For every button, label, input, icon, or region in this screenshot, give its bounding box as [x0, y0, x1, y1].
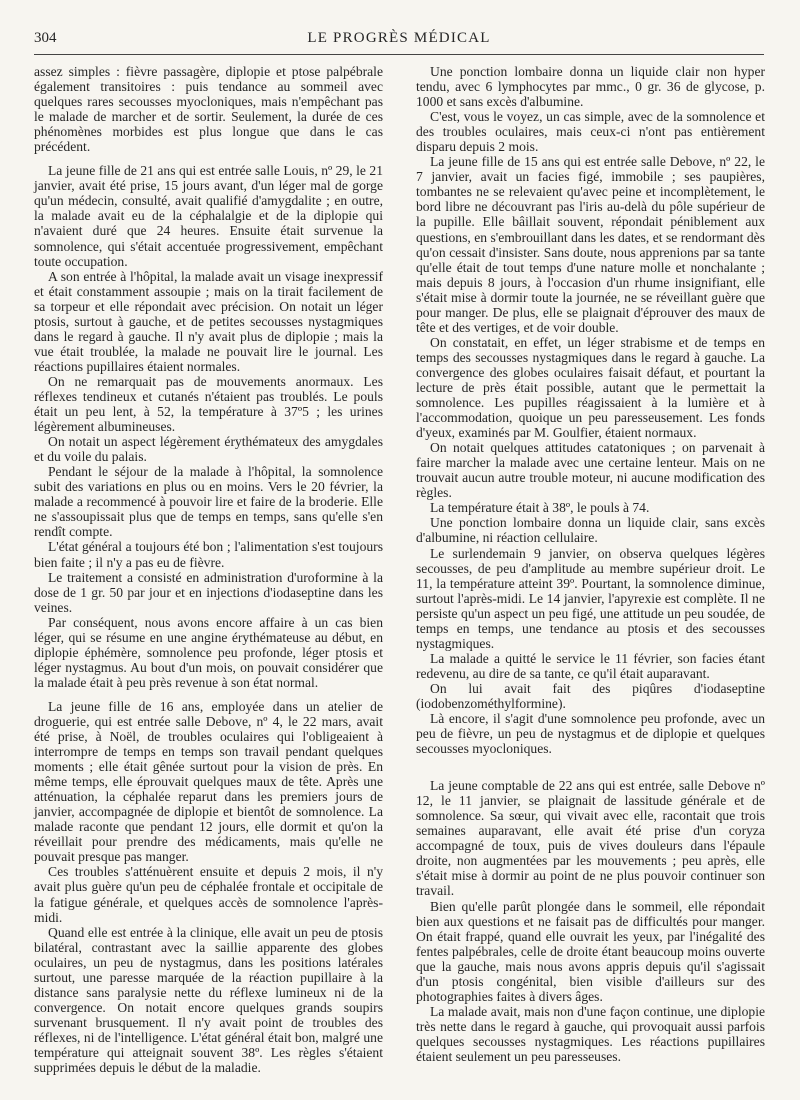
paragraph: La jeune comptable de 22 ans qui est entrée, salle Debove nº 12, le 11 janvier, se plaignait de lassitude générale et de somnolence. Sa sœur, qui vivait avec elle, racontait que trois semaines auparavant, elle avait été prise d'un coryza accompagné de toux, puis de vives douleurs dans l'épaule droite, non augmentées par les mouvements ; peu après, elle s'était mise à dormir au point de ne plus pouvoir continuer son travail.	[416, 778, 765, 899]
journal-title: LE PROGRÈS MÉDICAL	[307, 30, 491, 46]
paragraph: A son entrée à l'hôpital, la malade avait un visage inexpressif et était constamment assoupie ; mais on la tirait facilement de sa torpeur et elle répondait avec précision. On notait un léger ptosis, surtout à gauche, et de petites secousses nystagmiques dans le regard à gauche. Il n'y avait plus de diplopie ; mais la vue était troublée, la malade ne pouvait lire le journal. Les réactions pupillaires étaient normales.	[34, 268, 383, 374]
right-column	[416, 64, 765, 1064]
paragraph: Par conséquent, nous avons encore affaire à un cas bien léger, qui se résume en une angine érythémateuse au début, en diplopie éphémère, somnolence peu profonde, léger ptosis et léger nystagmus. Au bout d'un mois, on pouvait considérer que la malade était à peu près revenue à son état normal.	[34, 614, 383, 690]
paragraph: Ces troubles s'atténuèrent ensuite et depuis 2 mois, il n'y avait plus guère qu'un peu de céphalée frontale et occipitale de la fatigue générale, et quelques accès de somnolence l'après-midi.	[34, 864, 383, 925]
paragraph: Une ponction lombaire donna un liquide clair, sans excès d'albumine, ni réaction cellulaire.	[416, 515, 765, 546]
paragraph: La jeune fille de 15 ans qui est entrée salle Debove, nº 22, le 7 janvier, avait un facies figé, immobile ; ses paupières, tombantes ne se relevaient qu'avec peine et incomplètement, le bord libre ne découvrant pas l'iris au-delà du pôle supérieur de la pupille. Elle bâillait souvent, répondait péniblement aux questions, en s'embrouillant dans les dates, et se rendormant dès qu'on cessait d'insister. Sans doute, nous apprenions par sa tante qu'elle était de tout temps d'une nature molle et nonchalante ; mais depuis 8 jours, à l'occasion d'un rhume insignifiant, elle s'était mise à dormir toute la journée, ne se réveillant guère que pour manger. De plus, elle se plaignait d'éprouver des maux de tête et des vertiges, et de voir double.	[416, 154, 765, 335]
paragraph: Là encore, il s'agit d'une somnolence peu profonde, avec un peu de fièvre, un peu de nystagmus et de diplopie et quelques secousses myocloniques.	[416, 711, 765, 757]
paragraph: Bien qu'elle parût plongée dans le sommeil, elle répondait bien aux questions et ne faisait pas de difficultés pour manger. On était frappé, quand elle ouvrait les yeux, par l'inégalité des fentes palpébrales, celle de droite étant beaucoup moins ouverte que la gauche, mais nous avons appris depuis qu'il s'agissait d'un ptosis congénital, bien visible d'ailleurs sur des photographies faites à divers âges.	[416, 898, 765, 1004]
paragraph: assez simples : fièvre passagère, diplopie et ptose palpébrale également transitoires : puis tendance au sommeil avec quelques rares secousses myocloniques, mais n'empêchant pas le malade de marcher et de sortir. Seulement, la durée de ces phénomènes morbides est plus longue que dans le cas précédent.	[34, 64, 383, 155]
paragraph: On lui avait fait des piqûres d'iodaseptine (iodobenzométhylformine).	[416, 680, 765, 711]
paragraph: On notait un aspect légèrement érythémateux des amygdales et du voile du palais.	[34, 434, 383, 465]
paragraph: La température était à 38º, le pouls à 74.	[430, 500, 650, 516]
paragraph: La jeune fille de 16 ans, employée dans un atelier de droguerie, qui est entrée salle Debove, nº 4, le 22 mars, avait été prise, à Noël, de troubles oculaires qui l'obligeaient à interrompre de temps en temps son travail pendant quelques moments ; elle était gênée surtout pour la vision de près. En même temps, elle éprouvait quelques maux de tête. Après une atténuation, la céphalée reparut dans les premiers jours de janvier, accompagnée de diplopie et bientôt de somnolence. La malade raconte que pendant 12 jours, elle dormit et qu'on la réveillait pour prendre des médicaments, mais qu'elle ne pouvait presque pas manger.	[34, 698, 383, 865]
left-column	[34, 64, 383, 1075]
paragraph: On ne remarquait pas de mouvements anormaux. Les réflexes tendineux et cutanés n'étaient pas troublés. Le pouls était un peu lent, à 52, la température à 37º5 ; les urines légèrement albumineuses.	[34, 373, 383, 435]
paragraph: Le surlendemain 9 janvier, on observa quelques légères secousses, de peu d'amplitude au membre supérieur droit. Le 11, la température atteint 39º. Pourtant, la somnolence diminue, surtout l'après-midi. Le 14 janvier, l'apyrexie est complète. Il ne persiste qu'un aspect un peu figé, une attitude un peu soudée, de temps en temps, une tendance au ptosis et des secousses nystagmiques.	[416, 545, 765, 651]
paragraph: On notait quelques attitudes catatoniques ; on parvenait à faire marcher la malade avec une certaine lenteur. Mais on ne trouvait aucun autre trouble moteur, ni aucune modification des règles.	[416, 440, 765, 501]
page-number: 304	[34, 30, 57, 46]
paragraph: On constatait, en effet, un léger strabisme et de temps en temps des secousses nystagmiques dans le regard à gauche. La convergence des globes oculaires faisait défaut, et pourtant la lecture de près était possible, autant que le permettait la somnolence. Les pupilles réagissaient à la lumière et à l'accommodation, quoique un peu paresseusement. Les fonds d'yeux, examinés par M. Goulfier, étaient normaux.	[416, 334, 765, 441]
paragraph: La malade avait, mais non d'une façon continue, une diplopie très nette dans le regard à gauche, qui provoquait aussi parfois quelques secousses nystagmiques. Les réactions pupillaires étaient seulement un peu paresseuses.	[416, 1003, 765, 1064]
paragraph: Une ponction lombaire donna un liquide clair non hyper tendu, avec 6 lymphocytes par mmc., 0 gr. 36 de glycose, p. 1000 et sans excès d'albumine.	[416, 64, 765, 110]
paragraph: Quand elle est entrée à la clinique, elle avait un peu de ptosis bilatéral, contrastant avec la saillie apparente des globes oculaires, un peu de nystagmus, dans les positions latérales surtout, une paresse marquée de la réaction pupillaire à la distance sans paralysie nette du réflexe lumineux ni de la convergence. On notait encore quelques grands soupirs survenant brusquement. Il n'y avait point de troubles des réflexes, ni de l'intelligence. L'état général était bon, malgré une température qui atteignait souvent 38º. Les règles s'étaient supprimées depuis le début de la maladie.	[34, 924, 383, 1076]
paragraph: C'est, vous le voyez, un cas simple, avec de la somnolence et des troubles oculaires, mais ceux-ci n'ont pas entièrement disparu depuis 2 mois.	[416, 109, 765, 155]
page-header	[34, 28, 764, 55]
paragraph: Le traitement a consisté en administration d'uroformine à la dose de 1 gr. 50 par jour et en injections d'iodaseptine dans les veines.	[34, 569, 383, 615]
paragraph: Pendant le séjour de la malade à l'hôpital, la somnolence subit des variations en plus ou en moins. Vers le 20 février, la malade a recommencé à pouvoir lire et faire de la broderie. Elle ne s'assoupissait plus que de temps en temps, sans qu'elle s'en rendît compte.	[34, 464, 383, 540]
paragraph: La jeune fille de 21 ans qui est entrée salle Louis, nº 29, le 21 janvier, avait été prise, 15 jours avant, d'un léger mal de gorge qu'un médecin, consulté, avait qualifié d'amygdalite ; en outre, la malade avait eu de la céphalalgie et de la diplopie qui n'avaient duré que 24 heures. Ensuite était survenue la somnolence, qui s'était accentuée progressivement, empêchant toute occupation.	[34, 163, 383, 269]
paragraph: L'état général a toujours été bon ; l'alimentation s'est toujours bien faite ; il n'y a pas eu de fièvre.	[34, 539, 383, 570]
paragraph: La malade a quitté le service le 11 février, son facies étant redevenu, au dire de sa tante, ce qu'il était auparavant.	[416, 650, 765, 681]
